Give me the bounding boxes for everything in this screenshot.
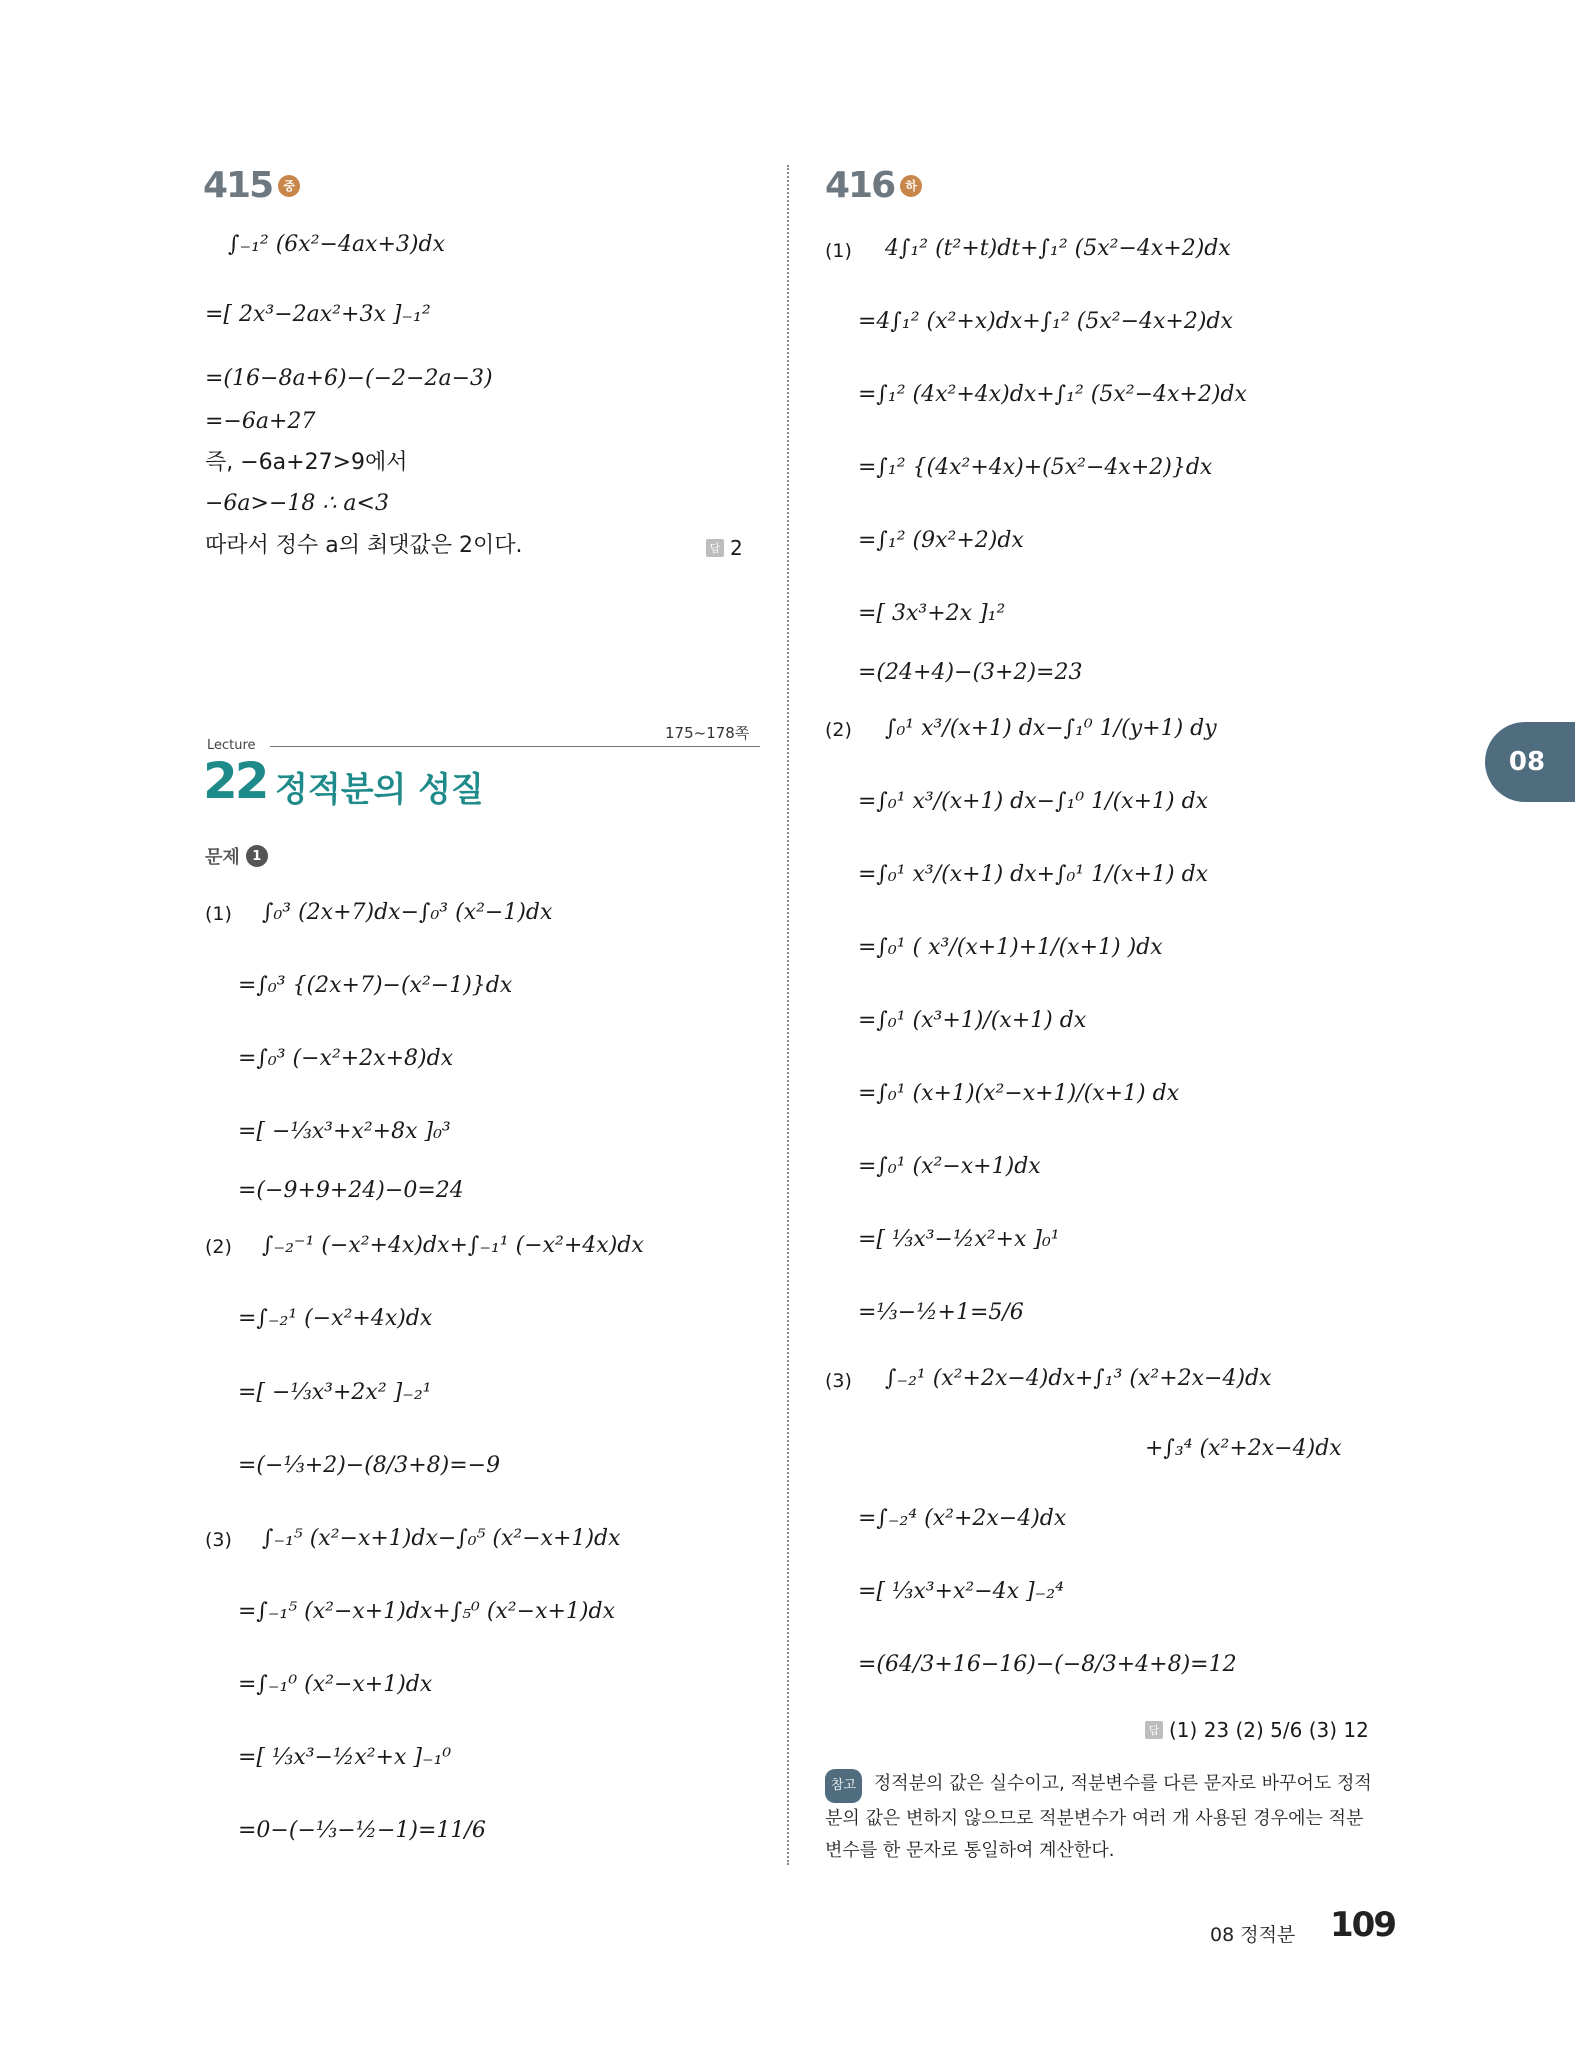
problem-416-number [825,165,922,206]
l-part1-line-4: =[ −⅓x³+x²+8x ]₀³ [238,1119,451,1144]
r-part3-line-3: =∫₋₂⁴ (x²+2x−4)dx [858,1506,1067,1531]
r-part3-label: (3) [825,1370,852,1392]
p415-line-6: −6a>−18 ∴ a<3 [205,491,389,516]
problem-label-text: 문제 [205,847,240,868]
p416-answer [1145,1718,1369,1742]
l-part3-line-3: =∫₋₁⁰ (x²−x+1)dx [238,1672,433,1697]
l-part2-line-1: ∫₋₂⁻¹ (−x²+4x)dx+∫₋₁¹ (−x²+4x)dx [262,1233,644,1258]
footer-page-number: 109 [1330,1905,1395,1945]
column-divider [787,165,789,1865]
note-tag: 참고 [825,1769,862,1803]
answer-value: (1) 23 (2) 5/6 (3) 12 [1169,1718,1369,1742]
r-part2-line-1: ∫₀¹ x³/(x+1) dx−∫₁⁰ 1/(y+1) dy [885,716,1217,741]
l-part3-line-5: =0−(−⅓−½−1)=11/6 [238,1818,486,1843]
part3-label: (3) [205,1529,232,1551]
l-part1-line-5: =(−9+9+24)−0=24 [238,1178,464,1203]
lecture-pages: 175~178쪽 [665,724,750,742]
r-part2-line-4: =∫₀¹ ( x³/(x+1)+1/(x+1) )dx [858,935,1163,960]
lecture-title: 정적분의 성질 [275,770,484,810]
r-part2-line-9: =⅓−½+1=5/6 [858,1300,1024,1325]
reference-note [825,1768,1380,1867]
difficulty-badge: 중 [278,175,300,197]
chapter-side-tab: 08 [1485,722,1575,802]
problem-415-number [203,165,300,206]
lecture-rule [270,746,760,747]
r-part1-line-2: =4∫₁² (x²+x)dx+∫₁² (5x²−4x+2)dx [858,309,1233,334]
p415-answer [706,536,743,560]
p415-line-5: 즉, −6a+27>9에서 [205,450,408,475]
problem-number-text: 416 [825,165,895,206]
r-part2-line-5: =∫₀¹ (x³+1)/(x+1) dx [858,1008,1087,1033]
r-part1-line-7: =(24+4)−(3+2)=23 [858,660,1083,685]
r-part3-line-5: =(64/3+16−16)−(−8/3+4+8)=12 [858,1652,1237,1677]
r-part2-line-6: =∫₀¹ (x+1)(x²−x+1)/(x+1) dx [858,1081,1180,1106]
l-part3-line-1: ∫₋₁⁵ (x²−x+1)dx−∫₀⁵ (x²−x+1)dx [262,1526,621,1551]
answer-value: 2 [730,536,743,560]
p415-line-7: 따라서 정수 a의 최댓값은 2이다. [205,533,523,558]
r-part1-line-6: =[ 3x³+2x ]₁² [858,601,1006,626]
footer-chapter: 08 정적분 [1210,1924,1296,1946]
problem-number-text: 415 [203,165,273,206]
problem-number-circle: 1 [246,845,268,867]
note-text: 정적분의 값은 실수이고, 적분변수를 다른 문자로 바꾸어도 정적분의 값은 변하지 않으므로 적분변수가 여러 개 사용된 경우에는 적분변수를 한 문자로 통일하여 계산한다. [825,1773,1372,1861]
p415-line-4: =−6a+27 [205,409,316,434]
r-part1-line-1: 4∫₁² (t²+t)dt+∫₁² (5x²−4x+2)dx [885,236,1231,261]
r-part2-line-3: =∫₀¹ x³/(x+1) dx+∫₀¹ 1/(x+1) dx [858,862,1209,887]
l-part1-line-2: =∫₀³ {(2x+7)−(x²−1)}dx [238,973,513,998]
l-part3-line-2: =∫₋₁⁵ (x²−x+1)dx+∫₅⁰ (x²−x+1)dx [238,1599,615,1624]
p415-line-1: ∫₋₁² (6x²−4ax+3)dx [228,232,445,257]
part2-label: (2) [205,1236,232,1258]
answer-icon: 답 [706,539,724,557]
r-part2-label: (2) [825,719,852,741]
r-part3-line-2: +∫₃⁴ (x²+2x−4)dx [1145,1436,1342,1461]
r-part2-line-7: =∫₀¹ (x²−x+1)dx [858,1154,1041,1179]
l-part2-line-4: =(−⅓+2)−(8/3+8)=−9 [238,1453,501,1478]
r-part2-line-8: =[ ⅓x³−½x²+x ]₀¹ [858,1227,1060,1252]
r-part1-label: (1) [825,240,852,262]
l-part3-line-4: =[ ⅓x³−½x²+x ]₋₁⁰ [238,1745,452,1770]
l-part2-line-3: =[ −⅓x³+2x² ]₋₂¹ [238,1380,432,1405]
r-part3-line-4: =[ ⅓x³+x²−4x ]₋₂⁴ [858,1579,1064,1604]
r-part1-line-4: =∫₁² {(4x²+4x)+(5x²−4x+2)}dx [858,455,1213,480]
p415-line-3: =(16−8a+6)−(−2−2a−3) [205,366,493,391]
r-part1-line-5: =∫₁² (9x²+2)dx [858,528,1024,553]
l-part1-line-3: =∫₀³ (−x²+2x+8)dx [238,1046,454,1071]
lecture-label: Lecture [207,738,256,753]
difficulty-badge: 하 [900,175,922,197]
r-part3-line-1: ∫₋₂¹ (x²+2x−4)dx+∫₁³ (x²+2x−4)dx [885,1366,1272,1391]
p415-line-2: =[ 2x³−2ax²+3x ]₋₁² [205,302,431,327]
answer-icon: 답 [1145,1721,1163,1739]
problem-label [205,843,268,869]
r-part1-line-3: =∫₁² (4x²+4x)dx+∫₁² (5x²−4x+2)dx [858,382,1247,407]
lecture-number: 22 [203,752,267,810]
r-part2-line-2: =∫₀¹ x³/(x+1) dx−∫₁⁰ 1/(x+1) dx [858,789,1209,814]
l-part2-line-2: =∫₋₂¹ (−x²+4x)dx [238,1306,433,1331]
l-part1-line-1: ∫₀³ (2x+7)dx−∫₀³ (x²−1)dx [262,900,553,925]
part1-label: (1) [205,903,232,925]
